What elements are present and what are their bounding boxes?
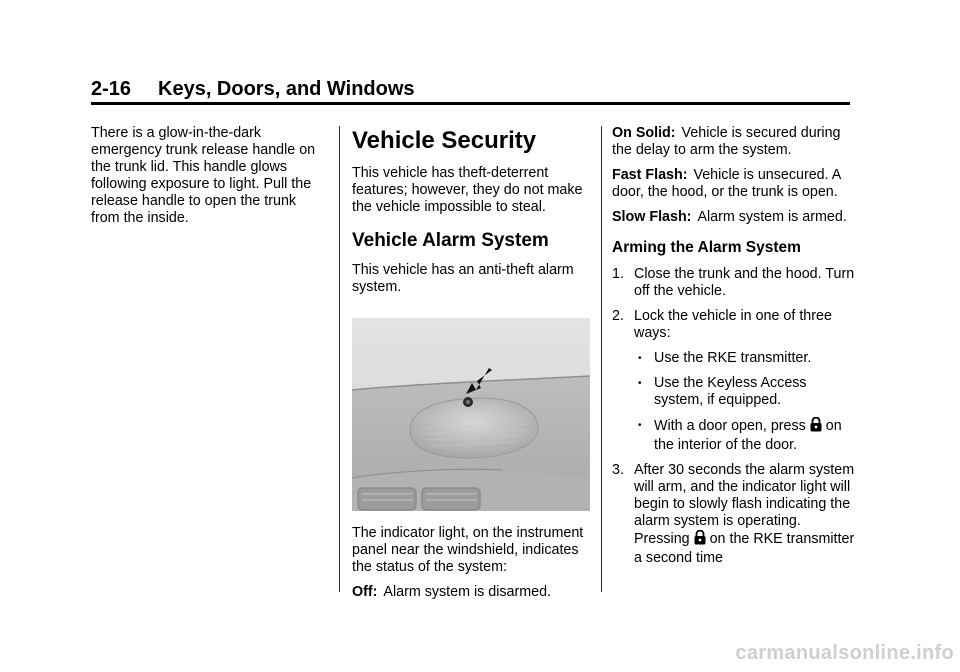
arming-heading: Arming the Alarm System bbox=[612, 239, 801, 256]
step-3-text-b: on the RKE transmitter a second time bbox=[634, 531, 855, 566]
step-3-number: 3. bbox=[612, 462, 624, 478]
status-fast-text: Vehicle is unsecured. A door, the hood, or the trunk is open. bbox=[612, 167, 841, 200]
security-intro: This vehicle has theft-deterrent features; however, they do not make the vehicle impossible to steal. bbox=[352, 165, 583, 215]
column-1 bbox=[91, 125, 326, 235]
step-3-text-a: After 30 seconds the alarm system will arm, and the indicator light will begin to slowly flash indicating the alarm system is operating. Pressing bbox=[634, 462, 855, 547]
page-number: 2-16 bbox=[91, 78, 132, 100]
instrument-panel-illustration bbox=[352, 318, 590, 511]
column-divider-2 bbox=[601, 126, 602, 592]
header-rule bbox=[91, 102, 850, 105]
status-slow-flash bbox=[612, 209, 857, 226]
bullet-3 bbox=[638, 417, 857, 454]
status-slow-text: Alarm system is armed. bbox=[697, 209, 847, 225]
status-off bbox=[352, 584, 590, 601]
step-2-text: Lock the vehicle in one of three ways: bbox=[634, 308, 832, 341]
alarm-system-text: This vehicle has an anti-theft alarm system. bbox=[352, 262, 574, 295]
step-1-number: 1. bbox=[612, 266, 624, 282]
bullet-glyph: • bbox=[638, 353, 642, 364]
bullet-3-text-a: With a door open, press bbox=[654, 418, 806, 434]
bullet-2 bbox=[638, 375, 857, 409]
step-1 bbox=[612, 266, 857, 300]
section-title: Keys, Doors, and Windows bbox=[158, 78, 415, 100]
step-2-number: 2. bbox=[612, 308, 624, 324]
trunk-release-paragraph: There is a glow-in-the-dark emergency trunk release handle on the trunk lid. This handle glows following exposure to light. Pull the release handle to open the trunk from the inside. bbox=[91, 125, 316, 226]
step-1-text: Close the trunk and the hood. Turn off the vehicle. bbox=[634, 266, 855, 299]
bullet-glyph: • bbox=[638, 420, 642, 431]
status-solid-label: On Solid: bbox=[612, 125, 676, 141]
status-off-label: Off: bbox=[352, 584, 378, 600]
column-3 bbox=[612, 125, 857, 575]
bullet-1 bbox=[638, 350, 857, 367]
lock-icon bbox=[810, 417, 822, 437]
column-2 bbox=[352, 125, 590, 609]
status-fast-flash bbox=[612, 167, 857, 201]
status-fast-label: Fast Flash: bbox=[612, 167, 688, 183]
bullet-3-text-b: on the interior of the door. bbox=[654, 418, 842, 453]
step-2 bbox=[612, 308, 857, 342]
status-slow-label: Slow Flash: bbox=[612, 209, 692, 225]
figure-caption: The indicator light, on the instrument panel near the windshield, indicates the status of the system: bbox=[352, 525, 584, 575]
watermark: carmanualsonline.info bbox=[735, 642, 954, 664]
vehicle-security-heading: Vehicle Security bbox=[352, 127, 537, 154]
bullet-2-text: Use the Keyless Access system, if equipped. bbox=[654, 375, 807, 408]
column-divider-1 bbox=[339, 126, 340, 592]
lock-icon bbox=[694, 530, 706, 550]
step-3 bbox=[612, 462, 857, 567]
alarm-system-heading: Vehicle Alarm System bbox=[352, 230, 549, 251]
status-off-text: Alarm system is disarmed. bbox=[383, 584, 552, 600]
status-solid-text: Vehicle is secured during the delay to arm the system. bbox=[612, 125, 841, 158]
indicator-light-figure bbox=[352, 318, 590, 511]
bullet-3-body bbox=[654, 417, 857, 454]
status-solid bbox=[612, 125, 857, 159]
bullet-1-text: Use the RKE transmitter. bbox=[654, 350, 812, 366]
step-3-body bbox=[634, 462, 857, 567]
bullet-glyph: • bbox=[638, 378, 642, 389]
